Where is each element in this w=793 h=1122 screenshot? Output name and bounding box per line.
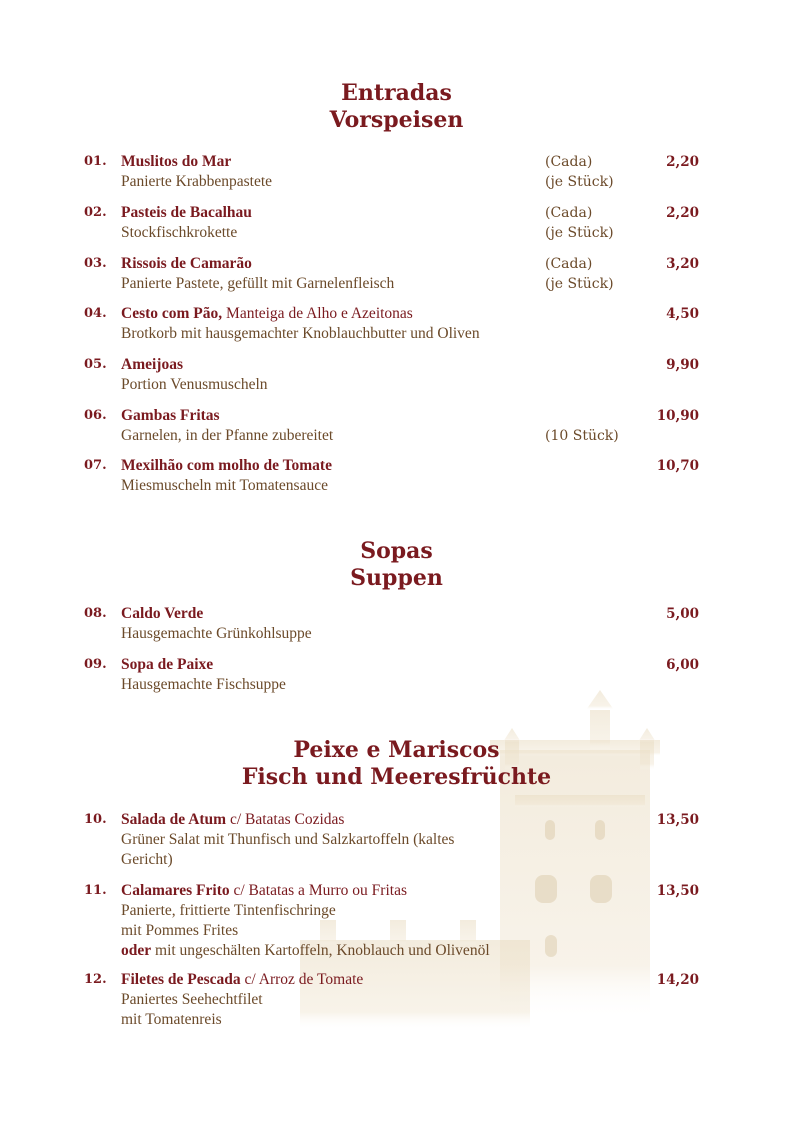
item-price: 10,90 — [656, 408, 699, 424]
item-price: 5,00 — [666, 606, 699, 622]
item-name: Gambas Fritas — [121, 407, 220, 424]
item-price: 10,70 — [656, 458, 699, 474]
item-number: 06. — [84, 408, 107, 423]
menu-item — [0, 810, 793, 870]
item-description: Garnelen, in der Pfanne zubereitet — [121, 427, 334, 444]
item-description: Panierte Pastete, gefüllt mit Garnelenfleisch — [121, 275, 395, 292]
item-price: 13,50 — [656, 812, 699, 828]
menu-item — [0, 970, 793, 1030]
item-price: 13,50 — [656, 883, 699, 899]
item-number: 09. — [84, 657, 107, 672]
item-number: 01. — [84, 154, 107, 169]
item-number: 07. — [84, 458, 107, 473]
item-name: Salada de Atum c/ Batatas Cozidas — [121, 811, 345, 828]
item-name: Filetes de Pescada c/ Arroz de Tomate — [121, 971, 364, 988]
item-name: Caldo Verde — [121, 605, 204, 622]
menu-item — [0, 655, 793, 715]
section-title-de: Fisch und Meeresfrüchte — [241, 764, 552, 790]
item-number: 04. — [84, 306, 107, 321]
item-name: Calamares Frito c/ Batatas a Murro ou Fritas — [121, 882, 407, 899]
item-name: Rissois de Camarão — [121, 255, 252, 272]
item-unit-de: (10 Stück) — [545, 428, 619, 444]
item-description: Paniertes Seehechtfilet mit Tomatenreis — [121, 991, 263, 1028]
item-description: Miesmuscheln mit Tomatensauce — [121, 477, 328, 494]
item-number: 08. — [84, 606, 107, 621]
section-title-pt: Sopas — [360, 538, 433, 564]
menu-item — [0, 456, 793, 516]
item-description: Panierte, frittierte Tintenfischringe mit Pommes Frites oder mit ungeschälten Kartoffeln, Knoblauch und Olivenöl — [121, 902, 490, 959]
item-unit: (Cada) — [545, 205, 593, 221]
item-description: Grüner Salat mit Thunfisch und Salzkartoffeln (kaltes Gericht) — [121, 831, 455, 868]
item-price: 4,50 — [666, 306, 699, 322]
item-unit-de: (je Stück) — [545, 276, 614, 292]
item-number: 05. — [84, 357, 107, 372]
item-price: 6,00 — [666, 657, 699, 673]
item-number: 11. — [84, 883, 107, 898]
item-description: Stockfischkrokette — [121, 224, 238, 241]
section-title-entradas — [0, 80, 793, 134]
item-name: Mexilhão com molho de Tomate — [121, 457, 332, 474]
item-description: Brotkorb mit hausgemachter Knoblauchbutter und Oliven — [121, 325, 480, 342]
item-unit: (Cada) — [545, 154, 593, 170]
item-number: 03. — [84, 256, 107, 271]
item-number: 02. — [84, 205, 107, 220]
item-description: Portion Venusmuscheln — [121, 376, 268, 393]
item-unit-de: (je Stück) — [545, 225, 614, 241]
item-unit-de: (je Stück) — [545, 174, 614, 190]
item-number: 10. — [84, 812, 107, 827]
item-name: Cesto com Pão, Manteiga de Alho e Azeitonas — [121, 305, 413, 322]
section-title-peixe — [0, 737, 793, 791]
item-price: 14,20 — [656, 972, 699, 988]
item-price: 9,90 — [666, 357, 699, 373]
item-name: Pasteis de Bacalhau — [121, 204, 252, 221]
section-title-sopas — [0, 538, 793, 592]
menu-item — [0, 881, 793, 961]
item-description: Hausgemachte Grünkohlsuppe — [121, 625, 312, 642]
item-number: 12. — [84, 972, 107, 987]
item-unit: (Cada) — [545, 256, 593, 272]
section-title-pt: Entradas — [341, 80, 452, 106]
section-title-pt: Peixe e Mariscos — [293, 737, 500, 763]
item-name: Ameijoas — [121, 356, 183, 373]
item-name: Sopa de Paixe — [121, 656, 214, 673]
item-name: Muslitos do Mar — [121, 153, 232, 170]
section-title-de: Vorspeisen — [329, 107, 464, 133]
item-price: 2,20 — [666, 154, 699, 170]
item-description: Hausgemachte Fischsuppe — [121, 676, 286, 693]
section-title-de: Suppen — [350, 565, 443, 591]
item-price: 2,20 — [666, 205, 699, 221]
item-price: 3,20 — [666, 256, 699, 272]
item-description: Panierte Krabbenpastete — [121, 173, 273, 190]
